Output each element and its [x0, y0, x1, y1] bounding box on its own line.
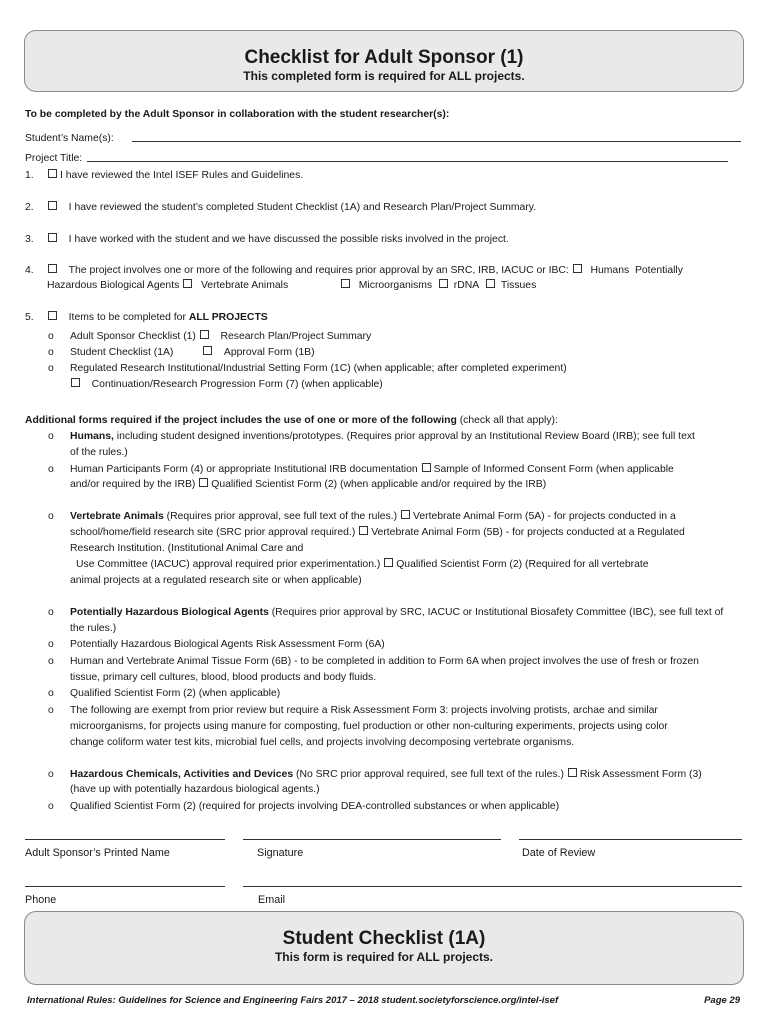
bullet: o [48, 801, 54, 812]
item-4-options: Microorganisms rDNA Tissues [340, 278, 536, 294]
signature-line[interactable] [243, 839, 501, 840]
footer-text: International Rules: Guidelines for Science and Engineering Fairs 2017 – 2018 student.societyforscience.org/intel-isef [27, 995, 559, 1006]
bullet: o [48, 431, 54, 442]
item-number: 5. [25, 312, 34, 323]
student-checklist-box [24, 911, 744, 985]
checkbox[interactable] [48, 201, 57, 210]
project-title-field[interactable] [87, 161, 728, 162]
vertebrate-item: Vertebrate Animals (Requires prior approval, see full text of the rules.) Vertebrate Animal Form (5A) - for projects conducted in a [70, 511, 676, 522]
bullet: o [48, 464, 54, 475]
printed-name-label: Adult Sponsor’s Printed Name [25, 847, 170, 859]
tissue-item: Human and Vertebrate Animal Tissue Form (6B) - to be completed in addition to Form 6A when project involves the use of fresh or frozen [70, 656, 699, 667]
bullet: o [48, 347, 54, 358]
bullet: o [48, 688, 54, 699]
checkbox-vertebrate[interactable] [341, 279, 350, 288]
humans-item-cont: of the rules.) [70, 447, 128, 458]
checkbox-humans[interactable] [573, 264, 582, 273]
additional-heading: Additional forms required if the project includes the use of one or more of the following (check all that apply): [25, 415, 558, 426]
checkbox[interactable] [71, 378, 80, 387]
checkbox-phba[interactable] [183, 279, 192, 288]
exempt-cont: change coliform water test kits, microbial fuel cells, and projects involving decomposing vertebrate organisms. [70, 737, 575, 748]
item-number: 4. [25, 265, 34, 276]
checkbox[interactable] [568, 768, 577, 777]
hazardous-chem-cont: (have up with potentially hazardous biological agents.) [70, 784, 320, 795]
checkbox[interactable] [48, 169, 57, 178]
email-line[interactable] [243, 886, 742, 887]
vertebrate-cont: Use Committee (IACUC) approval required prior experimentation.) Qualified Scientist Form (2) (Required for all vertebrate [76, 559, 649, 570]
exempt-cont: microorganisms, for projects using manure for composting, fuel production or other non-culturing experiments, projects using color [70, 721, 668, 732]
bullet: o [48, 511, 54, 522]
checkbox[interactable] [384, 558, 393, 567]
page-title: Checklist for Adult Sponsor (1) [244, 47, 524, 68]
checkbox[interactable] [401, 510, 410, 519]
bullet: o [48, 331, 54, 342]
phba-cont: the rules.) [70, 623, 117, 634]
page-footer [27, 993, 740, 1009]
hazardous-chem-item: Hazardous Chemicals, Activities and Devices (No SRC prior approval required, see full text of the rules.) Risk Assessment Form (3) [70, 769, 702, 780]
bullet: o [48, 705, 54, 716]
signature-label: Signature [257, 847, 304, 859]
checkbox[interactable] [359, 526, 368, 535]
human-participants-item: Human Participants Form (4) or appropriate Institutional IRB documentation Sample of Informed Consent Form (when applicable [70, 464, 674, 475]
phone-line[interactable] [25, 886, 225, 887]
item-2: I have reviewed the student’s completed Student Checklist (1A) and Research Plan/Project Summary. [47, 200, 536, 216]
item-4-line-2: Hazardous Biological Agents Vertebrate Animals [47, 280, 289, 291]
checkbox-micro[interactable] [439, 279, 448, 288]
date-label: Date of Review [522, 847, 596, 859]
item-number: 3. [25, 234, 34, 245]
checkbox[interactable] [203, 346, 212, 355]
bullet: o [48, 769, 54, 780]
page-number: Page 29 [704, 995, 740, 1006]
sub-item: Student Checklist (1A) Approval Form (1B) [70, 347, 315, 358]
student-checklist-subtitle: This form is required for ALL projects. [274, 950, 494, 964]
item-number: 2. [25, 202, 34, 213]
qs-item: Qualified Scientist Form (2) (when applicable) [70, 688, 281, 699]
vertebrate-cont: school/home/field research site (SRC prior approval required.) Vertebrate Animal Form (5B) - for projects conducted at a Regulated [70, 527, 685, 538]
item-5: Items to be completed for ALL PROJECTS [47, 310, 268, 326]
phba-item: Potentially Hazardous Biological Agents (Requires prior approval by SRC, IACUC or Institutional Biosafety Committee (IBC), see full text of [70, 607, 724, 618]
checkbox-rdna[interactable] [486, 279, 495, 288]
human-participants-cont: and/or required by the IRB) Qualified Scientist Form (2) (when applicable and/or required by the IRB) [70, 479, 547, 490]
checkbox[interactable] [199, 478, 208, 487]
sub-item: Regulated Research Institutional/Industrial Setting Form (1C) (when applicable; after completed experiment) [70, 363, 567, 374]
item-4-line-1: The project involves one or more of the following and requires prior approval by an SRC, IRB, IACUC or IBC: Humans Potentially [47, 263, 683, 279]
date-line[interactable] [519, 839, 742, 840]
bullet: o [48, 607, 54, 618]
checkbox[interactable] [48, 233, 57, 242]
intro-text: To be completed by the Adult Sponsor in collaboration with the student researcher(s): [25, 109, 450, 120]
email-label: Email [258, 894, 285, 906]
vertebrate-cont: Research Institution. (Institutional Animal Care and [70, 543, 304, 554]
tissue-cont: tissue, primary cell cultures, blood, blood products and body fluids. [70, 672, 377, 683]
vertebrate-cont: animal projects at a regulated research site or when applicable) [70, 575, 362, 586]
project-title-label: Project Title: [25, 153, 83, 164]
qs2-item: Qualified Scientist Form (2) (required for projects involving DEA-controlled substances or when applicable) [70, 801, 560, 812]
student-names-label: Student’s Name(s): [25, 133, 114, 144]
item-number: 1. [25, 170, 34, 181]
student-names-field[interactable] [132, 141, 741, 142]
page-subtitle: This completed form is required for ALL projects. [243, 69, 525, 83]
humans-item: Humans, including student designed inventions/prototypes. (Requires prior approval by an Institutional Review Board (IRB); see full text [70, 431, 695, 442]
checkbox[interactable] [422, 463, 431, 472]
student-checklist-title: Student Checklist (1A) [282, 928, 486, 949]
sub-item: Adult Sponsor Checklist (1) Research Plan/Project Summary [70, 331, 372, 342]
bullet: o [48, 639, 54, 650]
bullet: o [48, 363, 54, 374]
exempt-item: The following are exempt from prior review but require a Risk Assessment Form 3: projects involving protists, archae and similar [70, 705, 658, 716]
item-3: I have worked with the student and we have discussed the possible risks involved in the project. [47, 232, 509, 248]
sub-item: Continuation/Research Progression Form (7) (when applicable) [70, 377, 383, 393]
checkbox[interactable] [48, 311, 57, 320]
phone-label: Phone [25, 894, 57, 906]
item-1: I have reviewed the Intel ISEF Rules and Guidelines. [47, 168, 303, 184]
phba-risk-item: Potentially Hazardous Biological Agents Risk Assessment Form (6A) [70, 639, 385, 650]
printed-name-line[interactable] [25, 839, 225, 840]
bullet: o [48, 656, 54, 667]
checkbox[interactable] [200, 330, 209, 339]
checkbox[interactable] [48, 264, 57, 273]
form-header [24, 30, 744, 92]
